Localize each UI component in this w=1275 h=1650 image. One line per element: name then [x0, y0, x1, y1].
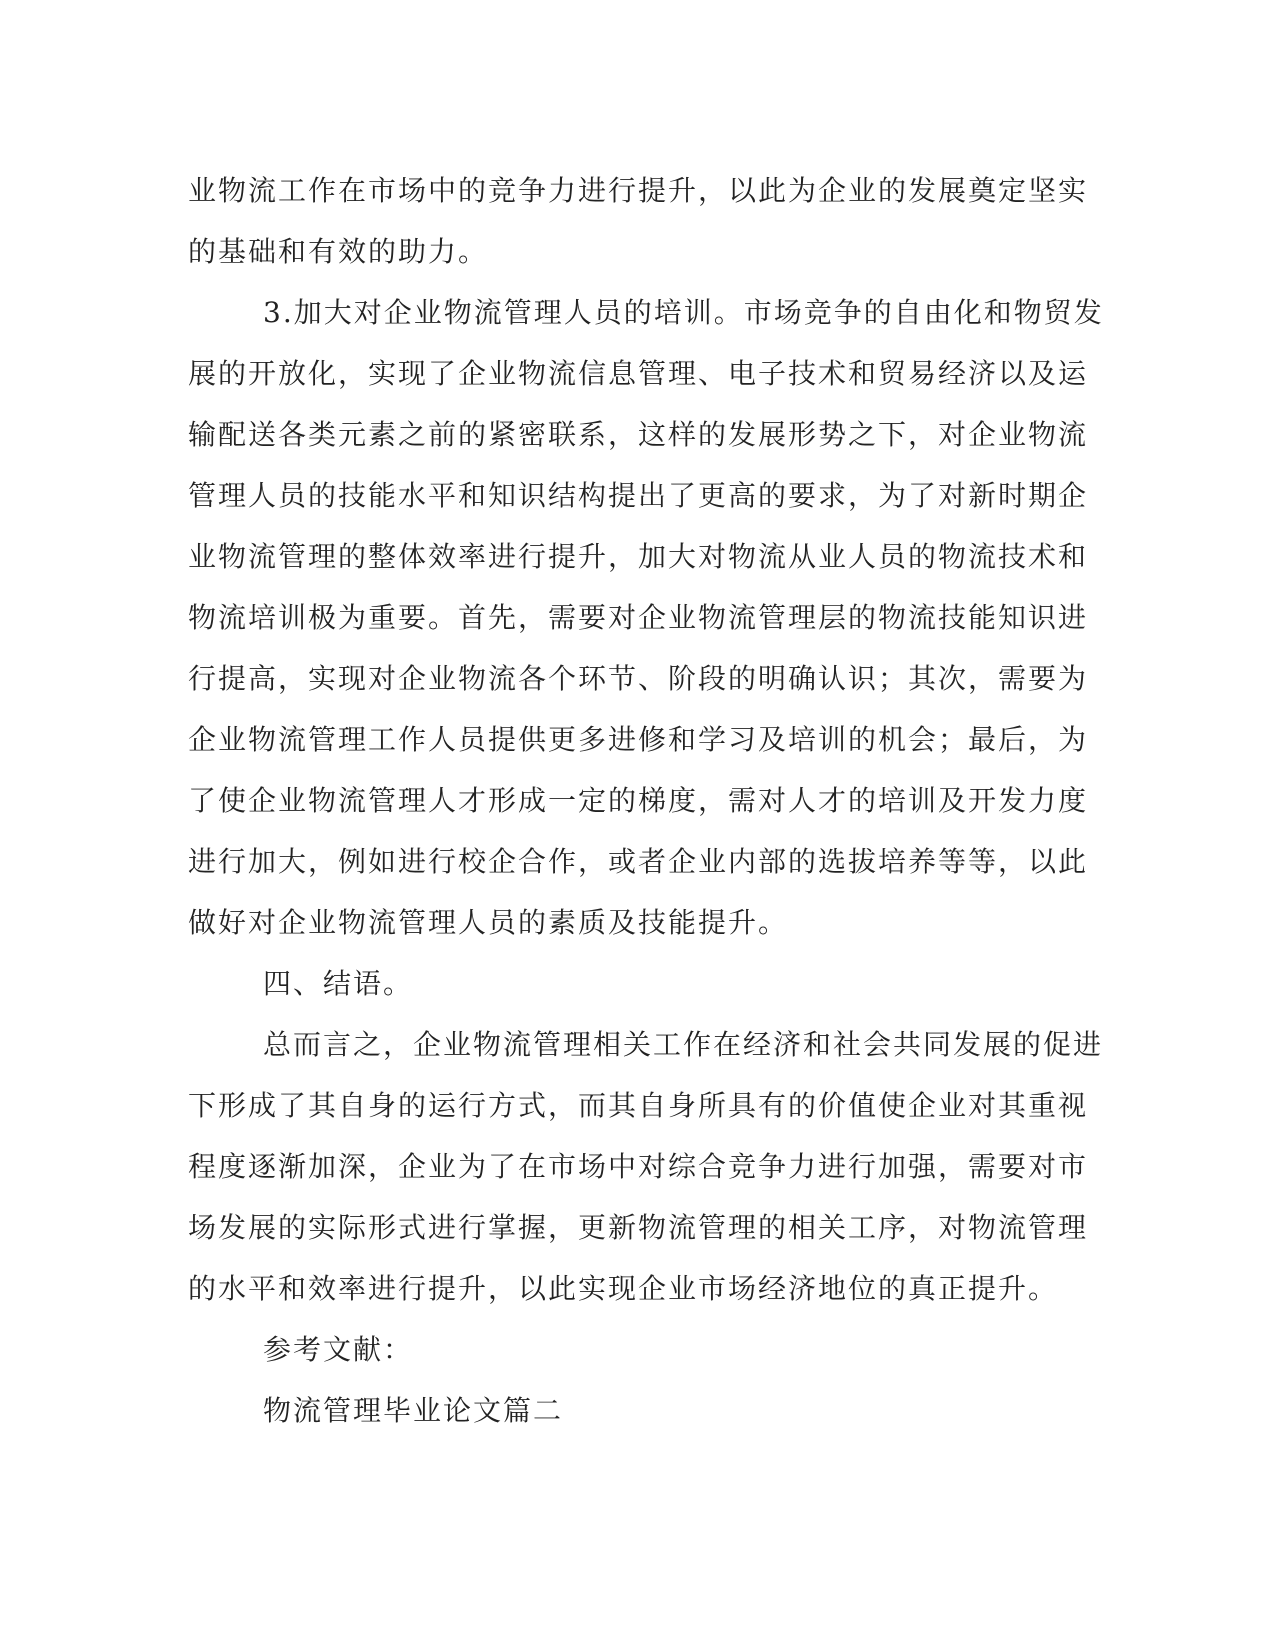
text-line: 物流培训极为重要。首先，需要对企业物流管理层的物流技能知识进 — [188, 601, 1089, 634]
text-line: 行提高，实现对企业物流各个环节、阶段的明确认识；其次，需要为 — [188, 662, 1089, 695]
text-line: 进行加大，例如进行校企合作，或者企业内部的选拔培养等等，以此 — [188, 845, 1089, 878]
body-text — [188, 160, 1104, 1441]
conclusion-heading: 四、结语。 — [263, 967, 414, 1000]
text-line: 了使企业物流管理人才形成一定的梯度，需对人才的培训及开发力度 — [188, 784, 1089, 817]
text-line: 总而言之，企业物流管理相关工作在经济和社会共同发展的促进 — [263, 1028, 1104, 1061]
continuation-paragraph — [188, 160, 1089, 282]
text-line: 场发展的实际形式进行掌握，更新物流管理的相关工序，对物流管理 — [188, 1211, 1089, 1244]
text-line: 3.加大对企业物流管理人员的培训。市场竞争的自由化和物贸发 — [263, 296, 1104, 329]
text-line: 下形成了其自身的运行方式，而其自身所具有的价值使企业对其重视 — [188, 1089, 1089, 1122]
text-line: 业物流管理的整体效率进行提升，加大对物流从业人员的物流技术和 — [188, 540, 1089, 573]
conclusion-paragraph — [188, 1014, 1104, 1319]
text-line: 程度逐渐加深，企业为了在市场中对综合竞争力进行加强，需要对市 — [188, 1150, 1089, 1183]
text-line: 业物流工作在市场中的竞争力进行提升，以此为企业的发展奠定坚实 — [188, 174, 1089, 207]
section-3-paragraph — [188, 282, 1104, 953]
next-article-title: 物流管理毕业论文篇二 — [263, 1394, 564, 1427]
references-heading: 参考文献： — [263, 1333, 414, 1366]
text-line: 的基础和有效的助力。 — [188, 235, 489, 268]
text-line: 企业物流管理工作人员提供更多进修和学习及培训的机会；最后，为 — [188, 723, 1089, 756]
text-line: 管理人员的技能水平和知识结构提出了更高的要求，为了对新时期企 — [188, 479, 1089, 512]
text-line: 输配送各类元素之前的紧密联系，这样的发展形势之下，对企业物流 — [188, 418, 1089, 451]
text-line: 做好对企业物流管理人员的素质及技能提升。 — [188, 906, 789, 939]
text-line: 展的开放化，实现了企业物流信息管理、电子技术和贸易经济以及运 — [188, 357, 1089, 390]
text-line: 的水平和效率进行提升，以此实现企业市场经济地位的真正提升。 — [188, 1272, 1059, 1305]
